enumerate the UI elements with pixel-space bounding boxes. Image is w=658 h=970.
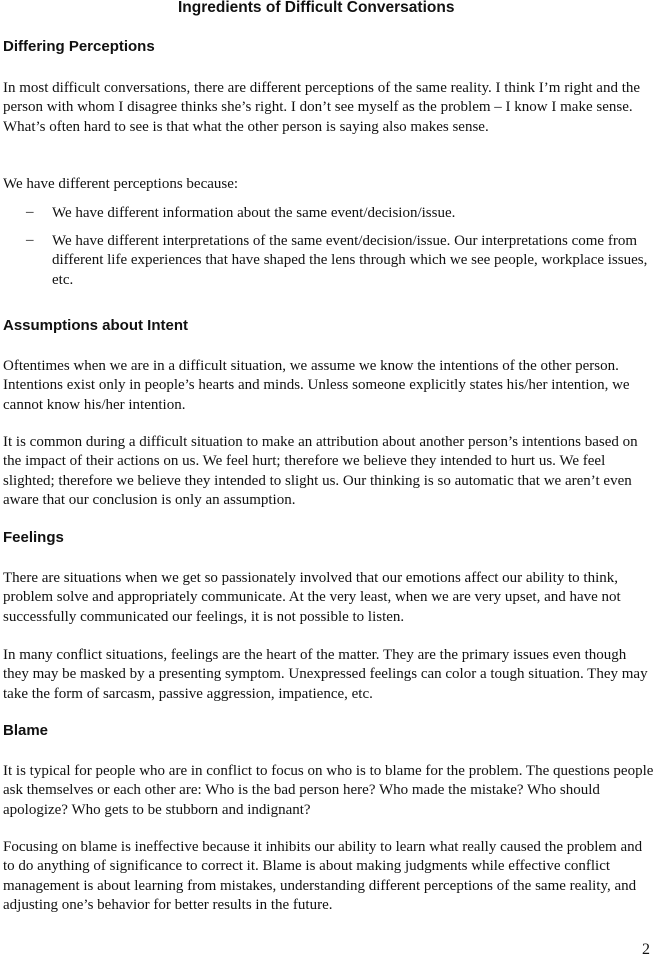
perceptions-paragraph-1: In most difficult conversations, there are different perceptions of the same reality. I think I’m right and the person with whom I disagree thinks she’s right. I don’t see myself as the problem – I know I make sense. What’s often hard to see is that what the other person is saying also makes sense. [3, 80, 641, 135]
feelings-paragraph-2: In many conflict situations, feelings are the heart of the matter. They are the primary issues even though they may be masked by a presenting symptom. Unexpressed feelings can color a tough situation. They may take the form of sarcasm, passive aggression, impatience, etc. [3, 647, 648, 702]
perceptions-bullet-1: We have different information about the same event/decision/issue. [52, 205, 456, 221]
heading-feelings: Feelings [3, 529, 64, 546]
intent-paragraph-1: Oftentimes when we are in a difficult situation, we assume we know the intentions of the other person. Intentions exist only in people’s hearts and minds. Unless someone explicitly states his/her intention, we cannot know his/her intention. [3, 358, 630, 413]
heading-blame: Blame [3, 722, 49, 739]
bullet-dash-1: – [26, 204, 34, 220]
blame-paragraph-2: Focusing on blame is ineffective because it inhibits our ability to learn what really caused the problem and to do anything of significance to correct it. Blame is about making judgments while effective conflict management is about learning from mistakes, understanding different perceptions of the same reality, and adjusting one’s behavior for better results in the future. [3, 839, 643, 913]
page-title: Ingredients of Difficult Conversations [178, 0, 455, 16]
perceptions-paragraph-2: We have different perceptions because: [3, 176, 239, 192]
heading-differing-perceptions: Differing Perceptions [3, 38, 155, 55]
feelings-paragraph-1: There are situations when we get so passionately involved that our emotions affect our ability to think, problem solve and appropriately communicate. At the very least, when we are very upset, and have not successfully communicated our feelings, it is not possible to listen. [3, 570, 621, 625]
intent-paragraph-2: It is common during a difficult situation to make an attribution about another person’s intentions based on the impact of their actions on us. We feel hurt; therefore we believe they intended to hurt us. We feel slighted; therefore we believe they intended to slight us. Our thinking is so automatic that we aren’t even aware that our conclusion is only an assumption. [3, 434, 638, 508]
bullet-dash-2: – [26, 232, 34, 248]
page-number: 2 [642, 941, 650, 958]
perceptions-bullet-2: We have different interpretations of the same event/decision/issue. Our interpretations come from different life experiences that have shaped the lens through which we see people, workplace issues, etc. [52, 233, 648, 288]
blame-paragraph-1: It is typical for people who are in conflict to focus on who is to blame for the problem. The questions people ask themselves or each other are: Who is the bad person here? Who made the mistake? Who should apologize? Who gets to be stubborn and indignant? [3, 763, 654, 818]
heading-assumptions-about-intent: Assumptions about Intent [3, 317, 188, 334]
